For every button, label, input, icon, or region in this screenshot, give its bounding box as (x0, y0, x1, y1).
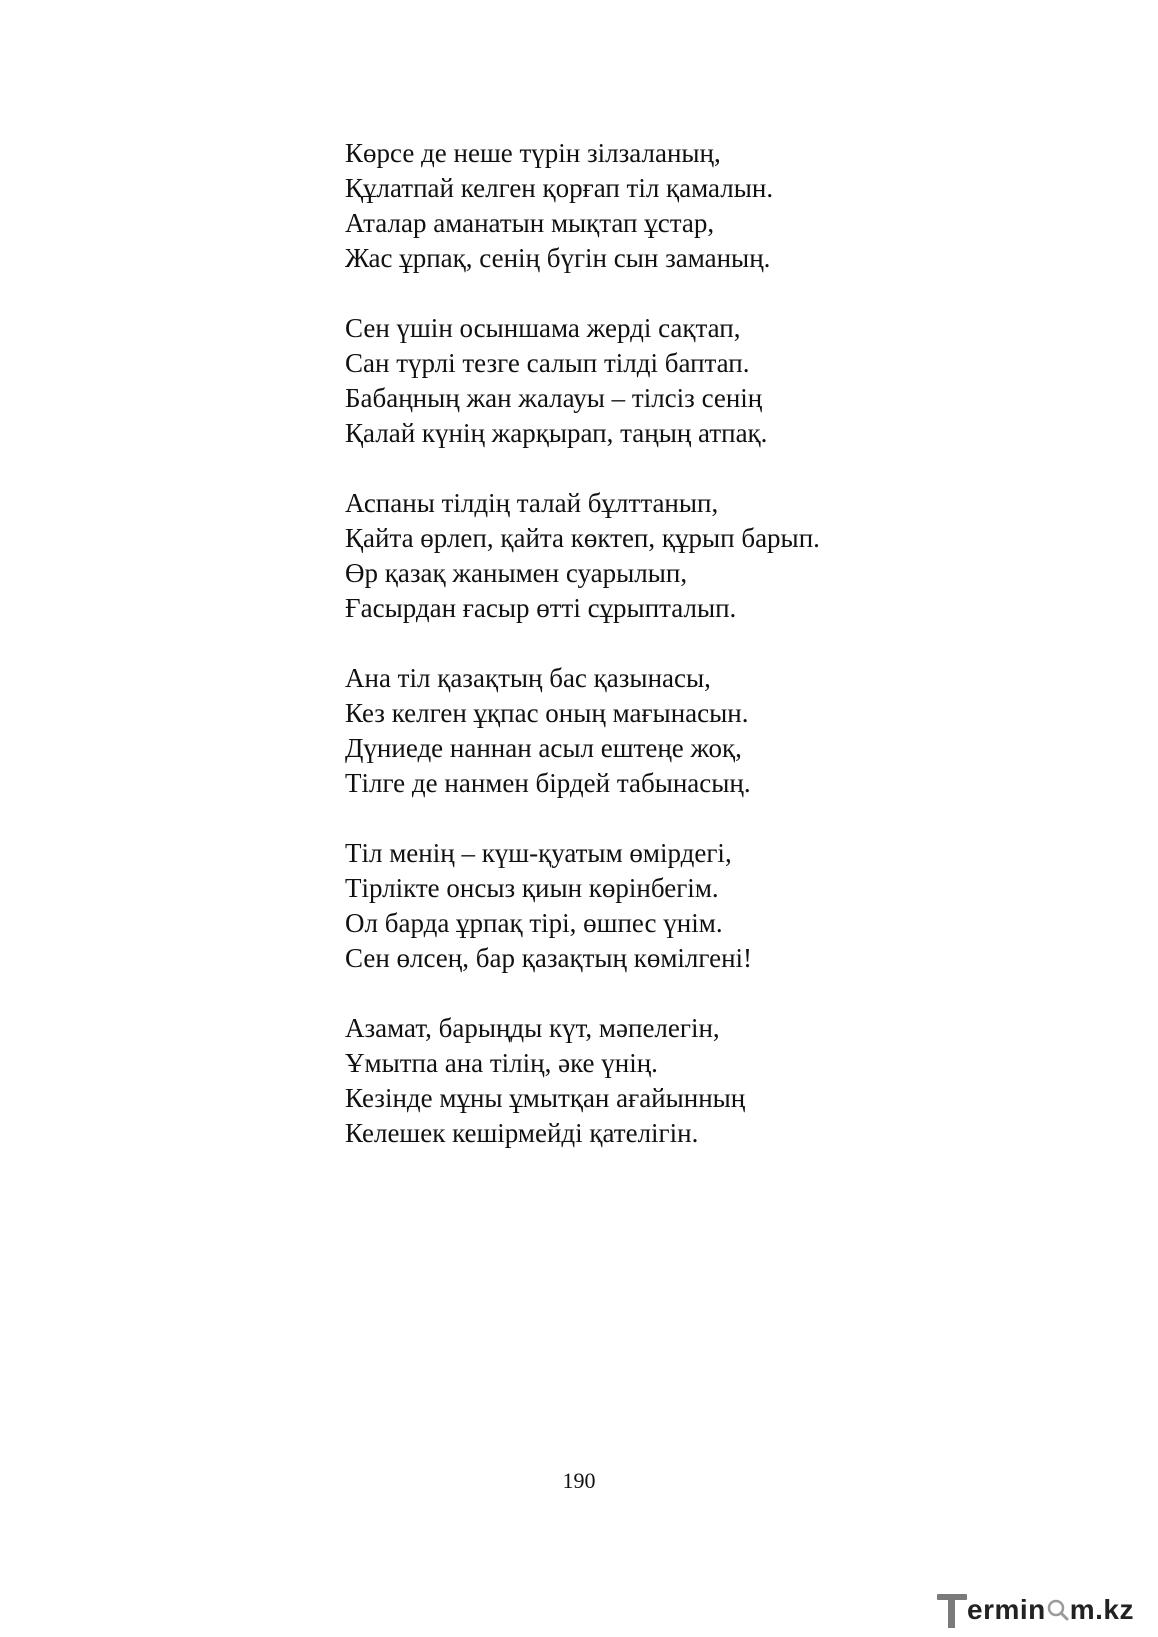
poem-line: Ана тіл қазақтың бас қазынасы, (345, 663, 711, 693)
poem-line: Ұмытпа ана тілің, әке үнің. (345, 1048, 658, 1078)
poem-line: Ол барда ұрпақ тірі, өшпес үнім. (345, 908, 723, 938)
poem-line: Қалай күнің жарқырап, таңың атпақ. (345, 418, 768, 448)
poem-line: Бабаңның жан жалауы – тілсіз сенің (345, 383, 763, 413)
poem-line: Кезінде мұны ұмытқан ағайынның (345, 1083, 746, 1113)
poem-line: Тілге де нанмен бірдей табынасың. (345, 768, 751, 798)
poem (345, 136, 965, 1186)
poem-line: Кез келген ұқпас оның мағынасын. (345, 698, 749, 728)
poem-line: Көрсе де неше түрін зілзаланың, (345, 138, 721, 168)
poem-line: Тіл менің – күш-қуатым өмірдегі, (345, 838, 732, 868)
poem-line: Келешек кешірмейді қателігін. (345, 1118, 699, 1148)
stanza-1 (345, 136, 965, 276)
watermark-logo (937, 1590, 1134, 1630)
stanza-2 (345, 311, 965, 451)
page-number: 190 (562, 1468, 596, 1493)
stanza-5 (345, 836, 965, 976)
poem-line: Ғасырдан ғасыр өтті сұрыпталып. (345, 593, 737, 623)
poem-line: Сан түрлі тезге салып тілді баптап. (345, 348, 750, 378)
watermark-text-suffix: m.kz (1069, 1594, 1134, 1625)
stanza-6 (345, 1011, 965, 1151)
poem-line: Сен үшін осыншама жерді сақтап, (345, 313, 741, 343)
poem-line: Аталар аманатын мықтап ұстар, (345, 208, 715, 238)
poem-line: Құлатпай келген қорғап тіл қамалын. (345, 173, 774, 203)
stanza-3 (345, 486, 965, 626)
poem-line: Сен өлсең, бар қазақтың көмілгені! (345, 943, 753, 973)
poem-line: Жас ұрпақ, сенің бүгін сын заманың. (345, 243, 771, 273)
poem-line: Өр қазақ жанымен суарылып, (345, 558, 688, 588)
poem-line: Азамат, барыңды күт, мәпелегін, (345, 1013, 720, 1043)
stanza-4 (345, 661, 965, 801)
t-logo-icon (937, 1592, 967, 1628)
watermark-text-prefix: ermin (967, 1594, 1046, 1625)
poem-line: Дүниеде наннан асыл ештеңе жоқ, (345, 733, 742, 763)
poem-line: Тірлікте онсыз қиын көрінбегім. (345, 873, 719, 903)
poem-line: Аспаны тілдің талай бұлттанып, (345, 488, 719, 518)
poem-line: Қайта өрлеп, қайта көктеп, құрып барып. (345, 523, 820, 553)
magnifier-icon (1047, 1599, 1069, 1621)
